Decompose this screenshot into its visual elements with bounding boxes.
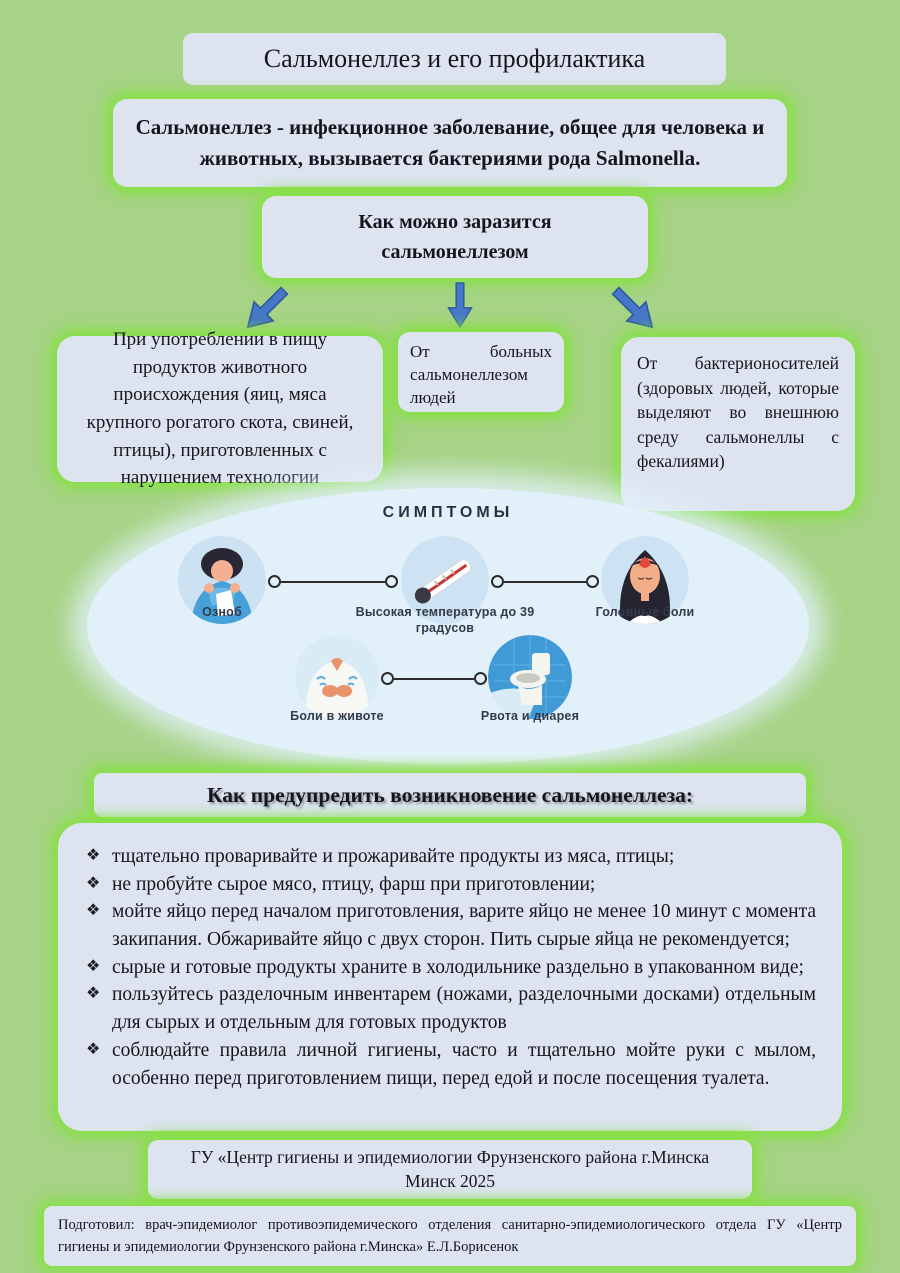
symptom-label-fever: Высокая температура до 39 градусов — [355, 605, 535, 636]
footer-city-year: Минск 2025 — [405, 1170, 495, 1191]
stomach-pain-icon — [295, 635, 379, 719]
infection-title: Как можно заразится сальмонеллезом — [358, 211, 552, 263]
infection-title-box — [262, 196, 648, 278]
prevention-item-text: пользуйтесь разделочным инвентарем (ножами, разделочными досками) отдельным для сырых и отдельным для готовых продуктов — [112, 984, 816, 1034]
footer-prepared-text: Подготовил: врач-эпидемиолог противоэпидемического отделения санитарно-эпидемиологического отдела ГУ «Центр гигиены и эпидемиологии Фрунзенского района г.Минска» Е.Л.Борисенок — [58, 1217, 842, 1256]
prevention-title-box — [94, 773, 806, 817]
connector-ring-icon — [385, 575, 398, 588]
connector-ring-icon — [381, 672, 394, 685]
prevention-list — [86, 843, 816, 1092]
prevention-item-text: мойте яйцо перед началом приготовления, варите яйцо не менее 10 минут с момента закипания. Обжаривайте яйцо с двух сторон. Пить сырые яйца не рекомендуется; — [112, 901, 816, 951]
prevention-item — [86, 843, 816, 871]
diamond-bullet-icon: ❖ — [86, 900, 101, 920]
infection-source-sick-people-text: От больных сальмонеллезом людей — [410, 342, 552, 407]
prevention-title: Как предупредить возникновение сальмонеллеза: — [206, 782, 694, 807]
prevention-item-text: тщательно проваривайте и прожаривайте продукты из мяса, птицы; — [112, 846, 675, 867]
connector-line — [491, 575, 599, 588]
infection-source-food-text: При употреблении в пищу продуктов животного происхождения (яиц, мяса крупного рогатого скота, свиней, птицы), приготовленных с нарушением технологии — [86, 329, 354, 489]
connector-line — [381, 672, 487, 685]
diamond-bullet-icon: ❖ — [86, 1038, 101, 1058]
footer-organization-box — [148, 1140, 752, 1199]
infection-source-carriers-box — [621, 337, 855, 511]
connector-line-segment — [504, 581, 586, 583]
infection-source-food-box — [57, 329, 383, 489]
arrow-down-icon — [447, 281, 473, 329]
prevention-item — [86, 1037, 816, 1092]
prevention-item-text: сырые и готовые продукты храните в холодильнике раздельно в упакованном виде; — [112, 956, 804, 978]
diamond-bullet-icon: ❖ — [86, 872, 101, 892]
prevention-item-text: не пробуйте сырое мясо, птицу, фарш при приготовлении; — [112, 873, 596, 895]
prevention-item — [86, 871, 816, 899]
footer-organization-text: ГУ «Центр гигиены и эпидемиологии Фрунзенского района г.Минска — [190, 1146, 710, 1167]
poster-title-box — [183, 33, 726, 85]
prevention-item — [86, 981, 816, 1036]
infection-source-sick-people-box — [398, 332, 564, 412]
connector-ring-icon — [586, 575, 599, 588]
prevention-box — [58, 823, 842, 1131]
footer-prepared-box — [44, 1206, 856, 1266]
connector-line-segment — [281, 581, 385, 583]
infection-source-carriers-text: От бактерионосителей (здоровых людей, которые выделяют во внешнюю среду сальмонеллы с фекалиями) — [637, 353, 839, 471]
connector-ring-icon — [474, 672, 487, 685]
definition-box — [113, 99, 787, 187]
prevention-item — [86, 898, 816, 953]
connector-ring-icon — [268, 575, 281, 588]
definition-text: Сальмонеллез - инфекционное заболевание, общее для человека и животных, вызывается бактериями рода Salmonella. — [135, 114, 765, 170]
symptom-label-chills: Озноб — [202, 605, 242, 619]
prevention-item — [86, 954, 816, 982]
diamond-bullet-icon: ❖ — [86, 845, 101, 864]
symptom-label-vomiting-diarrhea: Рвота и диарея — [480, 709, 580, 723]
diamond-bullet-icon: ❖ — [86, 983, 101, 1003]
symptom-label-headache: Головные боли — [595, 605, 695, 619]
connector-line — [268, 575, 398, 588]
toilet-icon — [488, 635, 572, 719]
connector-ring-icon — [491, 575, 504, 588]
poster-title: Сальмонеллез и его профилактика — [263, 44, 646, 73]
connector-line-segment — [394, 678, 474, 680]
symptoms-title: СИМПТОМЫ — [382, 504, 514, 521]
symptom-label-stomach-pain: Боли в животе — [290, 709, 384, 723]
diamond-bullet-icon: ❖ — [86, 955, 101, 975]
prevention-item-text: соблюдайте правила личной гигиены, часто и тщательно мойте руки с мылом, особенно перед приготовлением пищи, перед едой и после посещения туалета. — [112, 1039, 816, 1089]
